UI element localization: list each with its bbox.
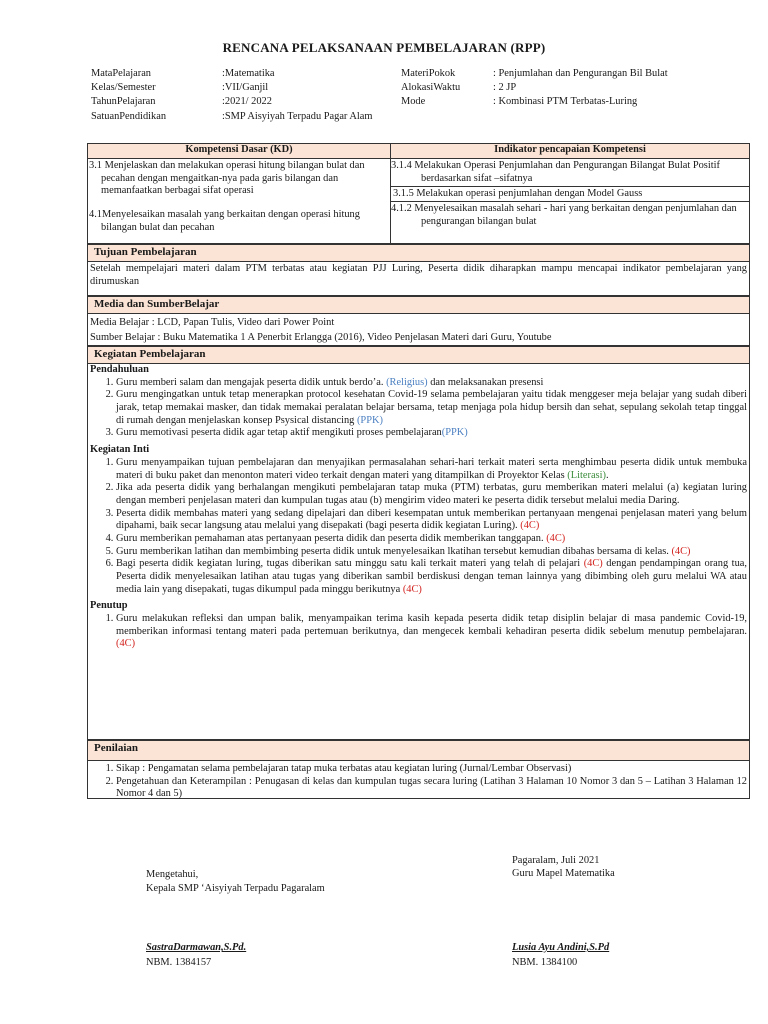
activity-item xyxy=(116,546,749,559)
character-tag: (4C) xyxy=(583,558,603,570)
tujuan-header: Tujuan Pembelajaran xyxy=(88,245,749,262)
character-tag: (4C) xyxy=(402,583,422,595)
identity-key: MateriPokok xyxy=(401,68,456,79)
right-signatory-name: Lusia Ayu Andini,S.Pd xyxy=(512,942,610,953)
character-tag: (Literasi) xyxy=(567,469,606,481)
activity-text: Peserta didik membahas materi yang sedang dipelajari dan diberi kesempatan untuk memberikan pertanyaan mengenai penjelasan materi yang belum dipahami, baik secar langsung atau melalui yang disepakati (bagi peserta didik kegiatan Luring). xyxy=(116,507,747,532)
indikator-column xyxy=(391,144,749,243)
identity-row xyxy=(91,82,711,96)
inti-list xyxy=(88,457,749,597)
identity-key xyxy=(401,111,493,125)
kd-header: Kompetensi Dasar (KD) xyxy=(88,144,390,159)
activity-item xyxy=(116,377,749,390)
inti-label: Kegiatan Inti xyxy=(90,444,150,456)
left-signatory-name: SastraDarmawan,S.Pd. xyxy=(146,942,247,953)
identity-value: :VII/Ganjil xyxy=(222,82,269,94)
identity-value: :2021/ 2022 xyxy=(222,96,272,108)
penutup-label: Penutup xyxy=(90,600,128,612)
indikator-item-4-1-2: 4.1.2 Menyelesaikan masalah sehari - hari yang berkaitan dengan penjumlahan dan pengurangan bilangan bulat xyxy=(391,203,737,227)
identity-row xyxy=(91,68,711,82)
activity-text: Guru memberikan pemahaman atas pertanyaan peserta didik dan peserta didik memberikan tanggapan. xyxy=(116,532,547,544)
character-tag: (Religius) xyxy=(386,376,428,388)
identity-block xyxy=(91,68,711,125)
kd-column xyxy=(88,144,391,243)
character-tag: (4C) xyxy=(116,638,136,650)
tujuan-text: Setelah mempelajari materi dalam PTM terbatas atau kegiatan PJJ Luring, Peserta didik diharapkan mampu mencapai indikator pembelajaran yang dirumuskan xyxy=(90,263,747,287)
place-date: Pagaralam, Juli 2021 xyxy=(512,855,600,866)
kd-item-3-1: 3.1 Menjelaskan dan melakukan operasi hitung bilangan bulat dan pecahan dengan mengaitkan-nya pada garis bilangan dan memanfaatkan berbagai sifat operasi xyxy=(89,160,365,197)
penilaian-list xyxy=(88,763,749,801)
identity-value: : Penjumlahan dan Pengurangan Bil Bulat xyxy=(493,68,668,79)
indikator-item-3-1-5: 3.1.5 Melakukan operasi penjumlahan dengan Model Gauss xyxy=(391,187,749,202)
identity-key: Kelas/Semester xyxy=(91,82,156,94)
identity-row xyxy=(91,111,711,125)
activity-item xyxy=(116,427,749,440)
identity-key: Mode xyxy=(401,96,426,108)
pendahuluan-label: Pendahuluan xyxy=(90,364,149,375)
activity-text: dan melaksanakan presensi xyxy=(427,376,544,388)
identity-value xyxy=(493,111,711,125)
identity-key: AlokasiWaktu xyxy=(401,82,461,94)
penilaian-header: Penilaian xyxy=(88,741,749,761)
identity-key: TahunPelajaran xyxy=(91,96,156,108)
activity-text: Guru memberi salam dan mengajak peserta didik untuk berdo’a. xyxy=(116,376,387,388)
left-role: Kepala SMP ‘Aisyiyah Terpadu Pagaralam xyxy=(146,883,325,894)
activity-text: Guru menyampaikan tujuan pembelajaran dan menyajikan permasalahan sehari-hari terkait materi serta menghimbau peserta didik untuk membuka materi di buku paket dan menonton materi video terkait dengan materi yang ditampilkan di Proyektor Kelas xyxy=(116,456,747,481)
identity-key: SatuanPendidikan xyxy=(91,110,167,122)
identity-value: :Matematika xyxy=(222,68,275,79)
pendahuluan-list xyxy=(88,377,749,440)
right-role: Guru Mapel Matematika xyxy=(512,868,615,879)
activity-item xyxy=(116,389,749,427)
media-section xyxy=(87,296,750,346)
right-nbm: NBM. 1384100 xyxy=(512,957,578,968)
activity-text: Guru mengingatkan untuk tetap menerapkan protocol kesehatan Covid-19 selama pembelajaran yaitu tidak menggeser meja belajar yang sudah diberi jarak, tetap memakai masker, dan tidak memakai peralatan belajar bersama, tetap menjaga pola hidup bersih dan sehat, sepulang sekolah tetap tinggal di rumah dengan menjelaskan konsep Psysical distancing xyxy=(116,389,747,426)
activity-text: Guru memberikan latihan dan membimbing peserta didik untuk menyelesaikan lkatihan tersebut kemudian dibahas bersama di kelas. xyxy=(116,545,672,557)
kegiatan-section xyxy=(87,346,750,740)
activity-text: dengan pendampingan orang tua, Peserta didik menyelesaikan latihan atau tugas yang diberikan sambil berdiskusi dengan teman lainnya yang dibimbing oleh guru melalui WA atau media lain yang disepakati, tugas dikumpul pada minggu berikutnya xyxy=(116,558,747,595)
activity-item xyxy=(116,613,749,651)
left-label: Mengetahui, xyxy=(146,869,199,880)
kd-item-4-1: 4.1Menyelesaikan masalah yang berkaitan dengan operasi hitung bilangan bulat dan pecahan xyxy=(89,209,360,233)
tujuan-section xyxy=(87,244,750,296)
character-tag: (4C) xyxy=(546,532,566,544)
document-title: RENCANA PELAKSANAAN PEMBELAJARAN (RPP) xyxy=(222,40,546,55)
penilaian-item: 1. Sikap : Pengamatan selama pembelajaran tatap muka terbatas atau kegiatan luring (Jurnal/Lembar Observasi) xyxy=(116,763,749,776)
indikator-item-3-1-4: 3.1.4 Melakukan Operasi Penjumlahan dan Pengurangan Bilangat Bulat Positif berdasarkan sifat –sifatnya xyxy=(391,159,749,187)
identity-key: MataPelajaran xyxy=(91,68,152,79)
activity-item xyxy=(116,508,749,533)
identity-row xyxy=(91,96,711,110)
activity-text: Guru memotivasi peserta didik agar tetap aktif mengikuti proses pembelajaran xyxy=(116,427,442,439)
media-header: Media dan SumberBelajar xyxy=(88,297,749,314)
penilaian-section xyxy=(87,740,750,799)
penilaian-item: 2. Pengetahuan dan Keterampilan : Penugasan di kelas dan kumpulan tugas secara luring (Latihan 3 Halaman 10 Nomor 3 dan 5 – Latihan 3 Halaman 12 Nomor 4 dan 5) xyxy=(116,776,749,801)
left-nbm: NBM. 1384157 xyxy=(146,957,212,968)
activity-text: Jika ada peserta didik yang berhalangan mengikuti pembelajaran tatap muka (PTM) terbatas, guru memberikan materi melalui (a) kegiatan luring dengan memberi penjelasan materi dan kumpulan tugas atau (b) mengirim video materi ke peserta didik tersebut melalui media Daring. xyxy=(116,482,747,506)
activity-item xyxy=(116,457,749,482)
character-tag: (PPK) xyxy=(441,427,468,439)
identity-value: : 2 JP xyxy=(493,82,517,94)
character-tag: (4C) xyxy=(671,545,691,557)
activity-text: . xyxy=(605,469,609,481)
identity-value: :SMP Aisyiyah Terpadu Pagar Alam xyxy=(222,110,373,122)
activity-item xyxy=(116,558,749,596)
identity-value: : Kombinasi PTM Terbatas-Luring xyxy=(493,96,638,108)
kd-table xyxy=(87,143,750,244)
character-tag: (4C) xyxy=(520,520,540,532)
activity-item xyxy=(116,482,749,507)
activity-text: Bagi peserta didik kegiatan luring, tugas diberikan satu minggu satu kali terkait materi yang telah di pelajari xyxy=(116,558,584,570)
kegiatan-header: Kegiatan Pembelajaran xyxy=(88,347,749,364)
sumber-belajar-line: Sumber Belajar : Buku Matematika 1 A Penerbit Erlangga (2016), Video Penjelasan Materi dari Guru, Youtube xyxy=(90,331,552,343)
activity-item xyxy=(116,533,749,546)
character-tag: (PPK) xyxy=(356,414,383,426)
penutup-list xyxy=(88,613,749,651)
activity-text: Guru melakukan refleksi dan umpan balik, menyampaikan terima kasih kepada peserta didik tetap disiplin belajar di masa pandemic Covid-19, memberikan informasi tentang materi pada pertemuan berikutnya, dan mengecek kembali kehadiran peserta didik sebelum menutup pembelajaran. xyxy=(116,613,747,637)
indikator-header: Indikator pencapaian Kompetensi xyxy=(391,144,749,159)
media-belajar-line: Media Belajar : LCD, Papan Tulis, Video dari Power Point xyxy=(90,317,335,328)
